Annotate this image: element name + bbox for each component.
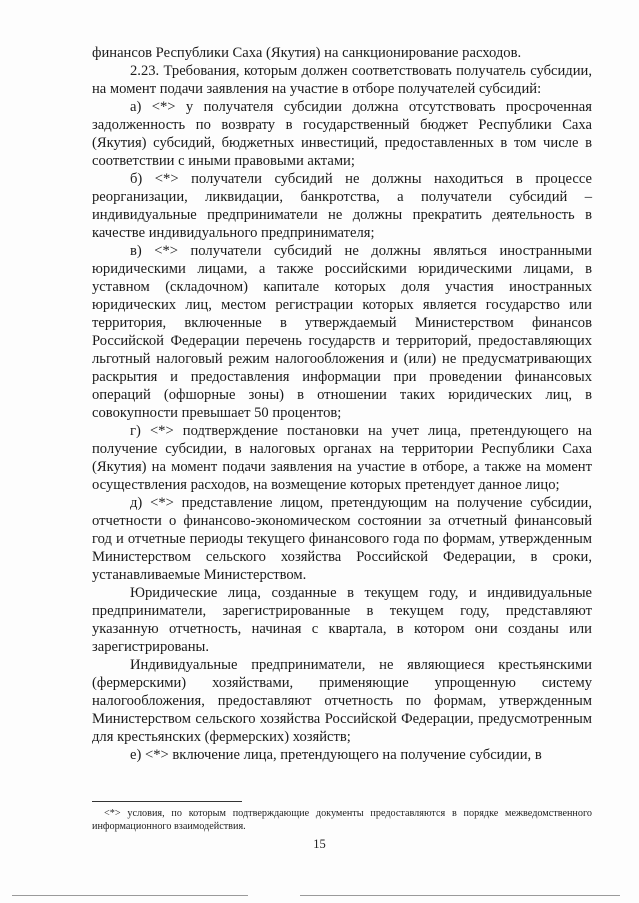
page-number: 15 — [313, 837, 326, 851]
paragraph-item-d: д) <*> представление лицом, претендующим на получение субсидии, отчетности о финансово-экономическом состоянии за отчетный финансовый год и отчетные периоды текущего финансового года по формам, утвержденным Министерством сельского хозяйства Российской Федерации, в сроки, устанавливаемые Министерством. — [92, 495, 592, 583]
paragraph-item-a: а) <*> у получателя субсидии должна отсутствовать просроченная задолженность по возврату в государственный бюджет Республики Саха (Якутия) субсидий, бюджетных инвестиций, предоставленных в том числе в соответствии с иными правовыми актами; — [92, 99, 592, 169]
paragraph-continuation: финансов Республики Саха (Якутия) на санкционирование расходов. — [92, 45, 522, 61]
scan-edge-line — [300, 895, 620, 896]
paragraph-2-23-requirements: 2.23. Требования, которым должен соответствовать получатель субсидии, на момент подачи заявления на участие в отборе получателей субсидий: — [92, 63, 592, 97]
paragraph-item-b: б) <*> получатели субсидий не должны находиться в процессе реорганизации, ликвидации, банкротства, а получатели субсидий – индивидуальные предприниматели не должны прекратить деятельность в качестве индивидуального предпринимателя; — [92, 171, 592, 241]
footnote: <*> условия, по которым подтверждающие документы предоставляются в порядке межведомственного информационного взаимодействия. — [92, 808, 592, 832]
scan-edge-line — [12, 895, 248, 896]
paragraph-item-e: е) <*> включение лица, претендующего на получение субсидии, в — [130, 747, 542, 763]
paragraph-item-v: в) <*> получатели субсидий не должны являться иностранными юридическими лицами, а также российскими юридическими лицами, в уставном (складочном) капитале которых доля участия иностранных юридических лиц, местом регистрации которых является государство или территория, включенные в утверждаемый Министерством финансов Российской Федерации перечень государств и территорий, предоставляющих льготный налоговый режим налогообложения и (или) не предусматривающих раскрытия и предоставления информации при проведении финансовых операций (офшорные зоны) в отношении таких юридических лиц, в совокупности превышает 50 процентов; — [92, 243, 592, 421]
footnote-separator — [92, 801, 242, 802]
paragraph-legal-entities: Юридические лица, созданные в текущем году, и индивидуальные предприниматели, зарегистрированные в текущем году, представляют указанную отчетность, начиная с квартала, в котором они созданы или зарегистрированы. — [92, 585, 592, 655]
body-text — [92, 44, 592, 764]
paragraph-individual-entrepreneurs: Индивидуальные предприниматели, не являющиеся крестьянскими (фермерскими) хозяйствами, применяющие упрощенную систему налогообложения, предоставляют отчетность по формам, утвержденным Министерством сельского хозяйства Российской Федерации, предусмотренным для крестьянских (фермерских) хозяйств; — [92, 657, 592, 745]
paragraph-item-g: г) <*> подтверждение постановки на учет лица, претендующего на получение субсидии, в налоговых органах на территории Республики Саха (Якутия) на момент подачи заявления на участие в отборе, а также на момент осуществления расходов, на возмещение которых претендует данное лицо; — [92, 423, 592, 493]
